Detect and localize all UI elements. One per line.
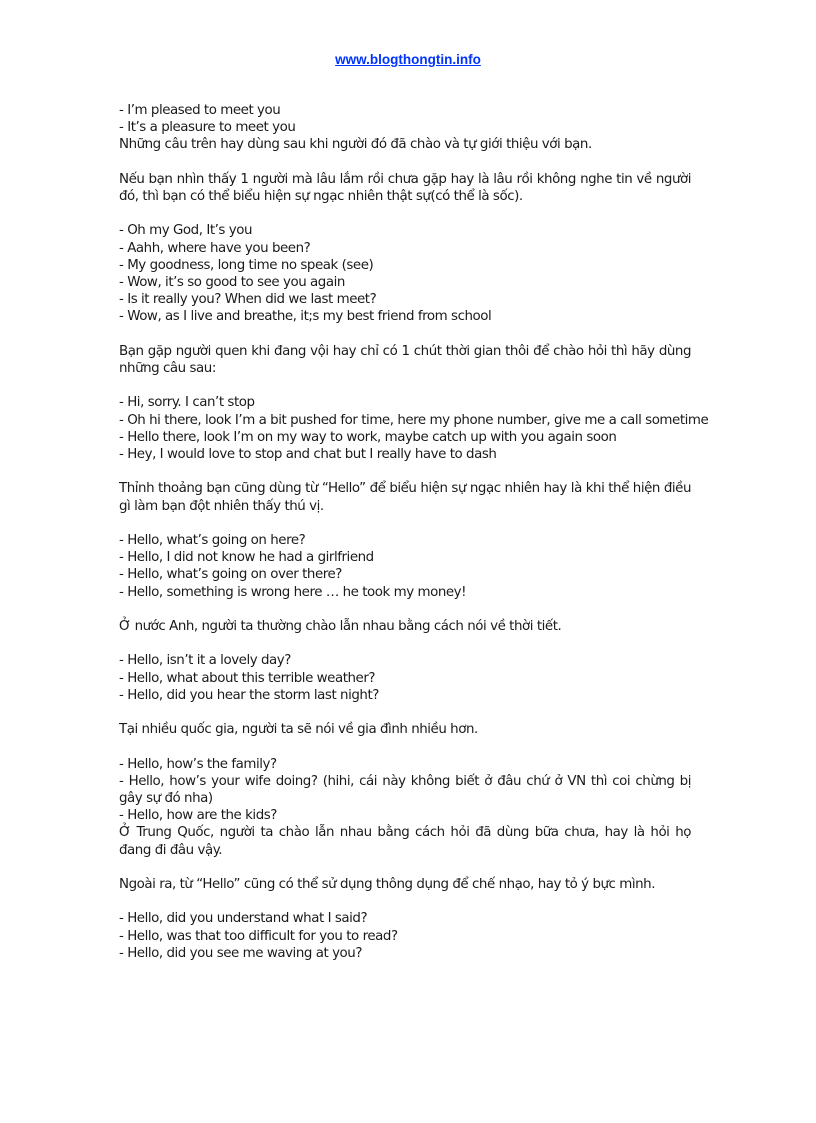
document-body: [119, 102, 709, 962]
body-line: Ở nước Anh, người ta thường chào lẫn nhau bằng cách nói về thời tiết.: [119, 618, 562, 634]
body-line: - Is it really you? When did we last meet?: [119, 292, 377, 308]
paragraph-gap: [119, 601, 691, 618]
body-paragraph: Ở Trung Quốc, người ta chào lẫn nhau bằng cách hỏi đã dùng bữa chưa, hay là hỏi họ đang đi đâu vậy.: [119, 825, 691, 858]
paragraph-gap: [119, 377, 691, 394]
body-line: - Hello, what’s going on here?: [119, 532, 306, 548]
body-line: Những câu trên hay dùng sau khi người đó đã chào và tự giới thiệu với bạn.: [119, 137, 592, 153]
body-line: - I’m pleased to meet you: [119, 103, 281, 118]
paragraph-gap: [119, 704, 691, 721]
paragraph-gap: [119, 154, 691, 171]
body-line: - My goodness, long time no speak (see): [119, 257, 374, 273]
paragraph-gap: [119, 893, 691, 910]
body-line: - Wow, as I live and breathe, it;s my best friend from school: [119, 309, 492, 325]
body-paragraph: Thỉnh thoảng bạn cũng dùng từ “Hello” để biểu hiện sự ngạc nhiên hay là khi thể hiện điều gì làm bạn đột nhiên thấy thú vị.: [119, 481, 691, 514]
body-line: - Hello, how are the kids?: [119, 808, 277, 824]
body-line: - Hey, I would love to stop and chat but I really have to dash: [119, 447, 497, 462]
body-paragraph: Bạn gặp người quen khi đang vội hay chỉ có 1 chút thời gian thôi để chào hỏi thì hãy dùng những câu sau:: [119, 343, 691, 376]
body-line: - Hello, did you understand what I said?: [119, 911, 368, 927]
body-line: - Hello, what about this terrible weather?: [119, 670, 376, 686]
body-line: - Hello there, look I’m on my way to work, maybe catch up with you again soon: [119, 429, 617, 445]
paragraph-gap: [119, 515, 691, 532]
paragraph-gap: [119, 205, 691, 222]
body-line: Ngoài ra, từ “Hello” cũng có thể sử dụng thông dụng để chế nhạo, hay tỏ ý bực mình.: [119, 876, 656, 892]
body-line: - Hello, I did not know he had a girlfriend: [119, 550, 374, 566]
blog-link[interactable]: www.blogthongtin.info: [335, 52, 481, 67]
body-line: Tại nhiều quốc gia, người ta sẽ nói về gia đình nhiều hơn.: [119, 722, 478, 738]
body-line: - Hello, did you see me waving at you?: [119, 945, 362, 961]
body-paragraph: Nếu bạn nhìn thấy 1 người mà lâu lắm rồi chưa gặp hay là lâu rồi không nghe tin về người đó, thì bạn có thể biểu hiện sự ngạc nhiên thật sự(có thể là sốc).: [119, 171, 691, 204]
paragraph-gap: [119, 859, 691, 876]
paragraph-gap: [119, 326, 691, 343]
body-line: - Hello, was that too difficult for you to read?: [119, 928, 398, 944]
body-line: - Hello, isn’t it a lovely day?: [119, 653, 291, 669]
paragraph-gap: [119, 738, 691, 755]
body-line: - Hello, how’s the family?: [119, 756, 277, 772]
body-line: - Hi, sorry. I can’t stop: [119, 395, 255, 411]
body-line: - Wow, it’s so good to see you again: [119, 275, 345, 290]
paragraph-gap: [119, 463, 691, 480]
body-line: - Oh my God, It’s you: [119, 223, 253, 239]
body-paragraph: - Hello, how’s your wife doing? (hihi, cái này không biết ở đâu chứ ở VN thì coi chừng bị gây sự đó nha): [119, 773, 691, 806]
body-line: - Hello, something is wrong here … he took my money!: [119, 584, 467, 600]
paragraph-gap: [119, 635, 691, 652]
body-line: - Oh hi there, look I’m a bit pushed for time, here my phone number, give me a call sometime: [119, 412, 709, 428]
body-line: - It’s a pleasure to meet you: [119, 120, 296, 136]
body-line: - Hello, did you hear the storm last night?: [119, 687, 379, 703]
body-line: - Aahh, where have you been?: [119, 240, 311, 256]
body-line: - Hello, what’s going on over there?: [119, 567, 342, 583]
